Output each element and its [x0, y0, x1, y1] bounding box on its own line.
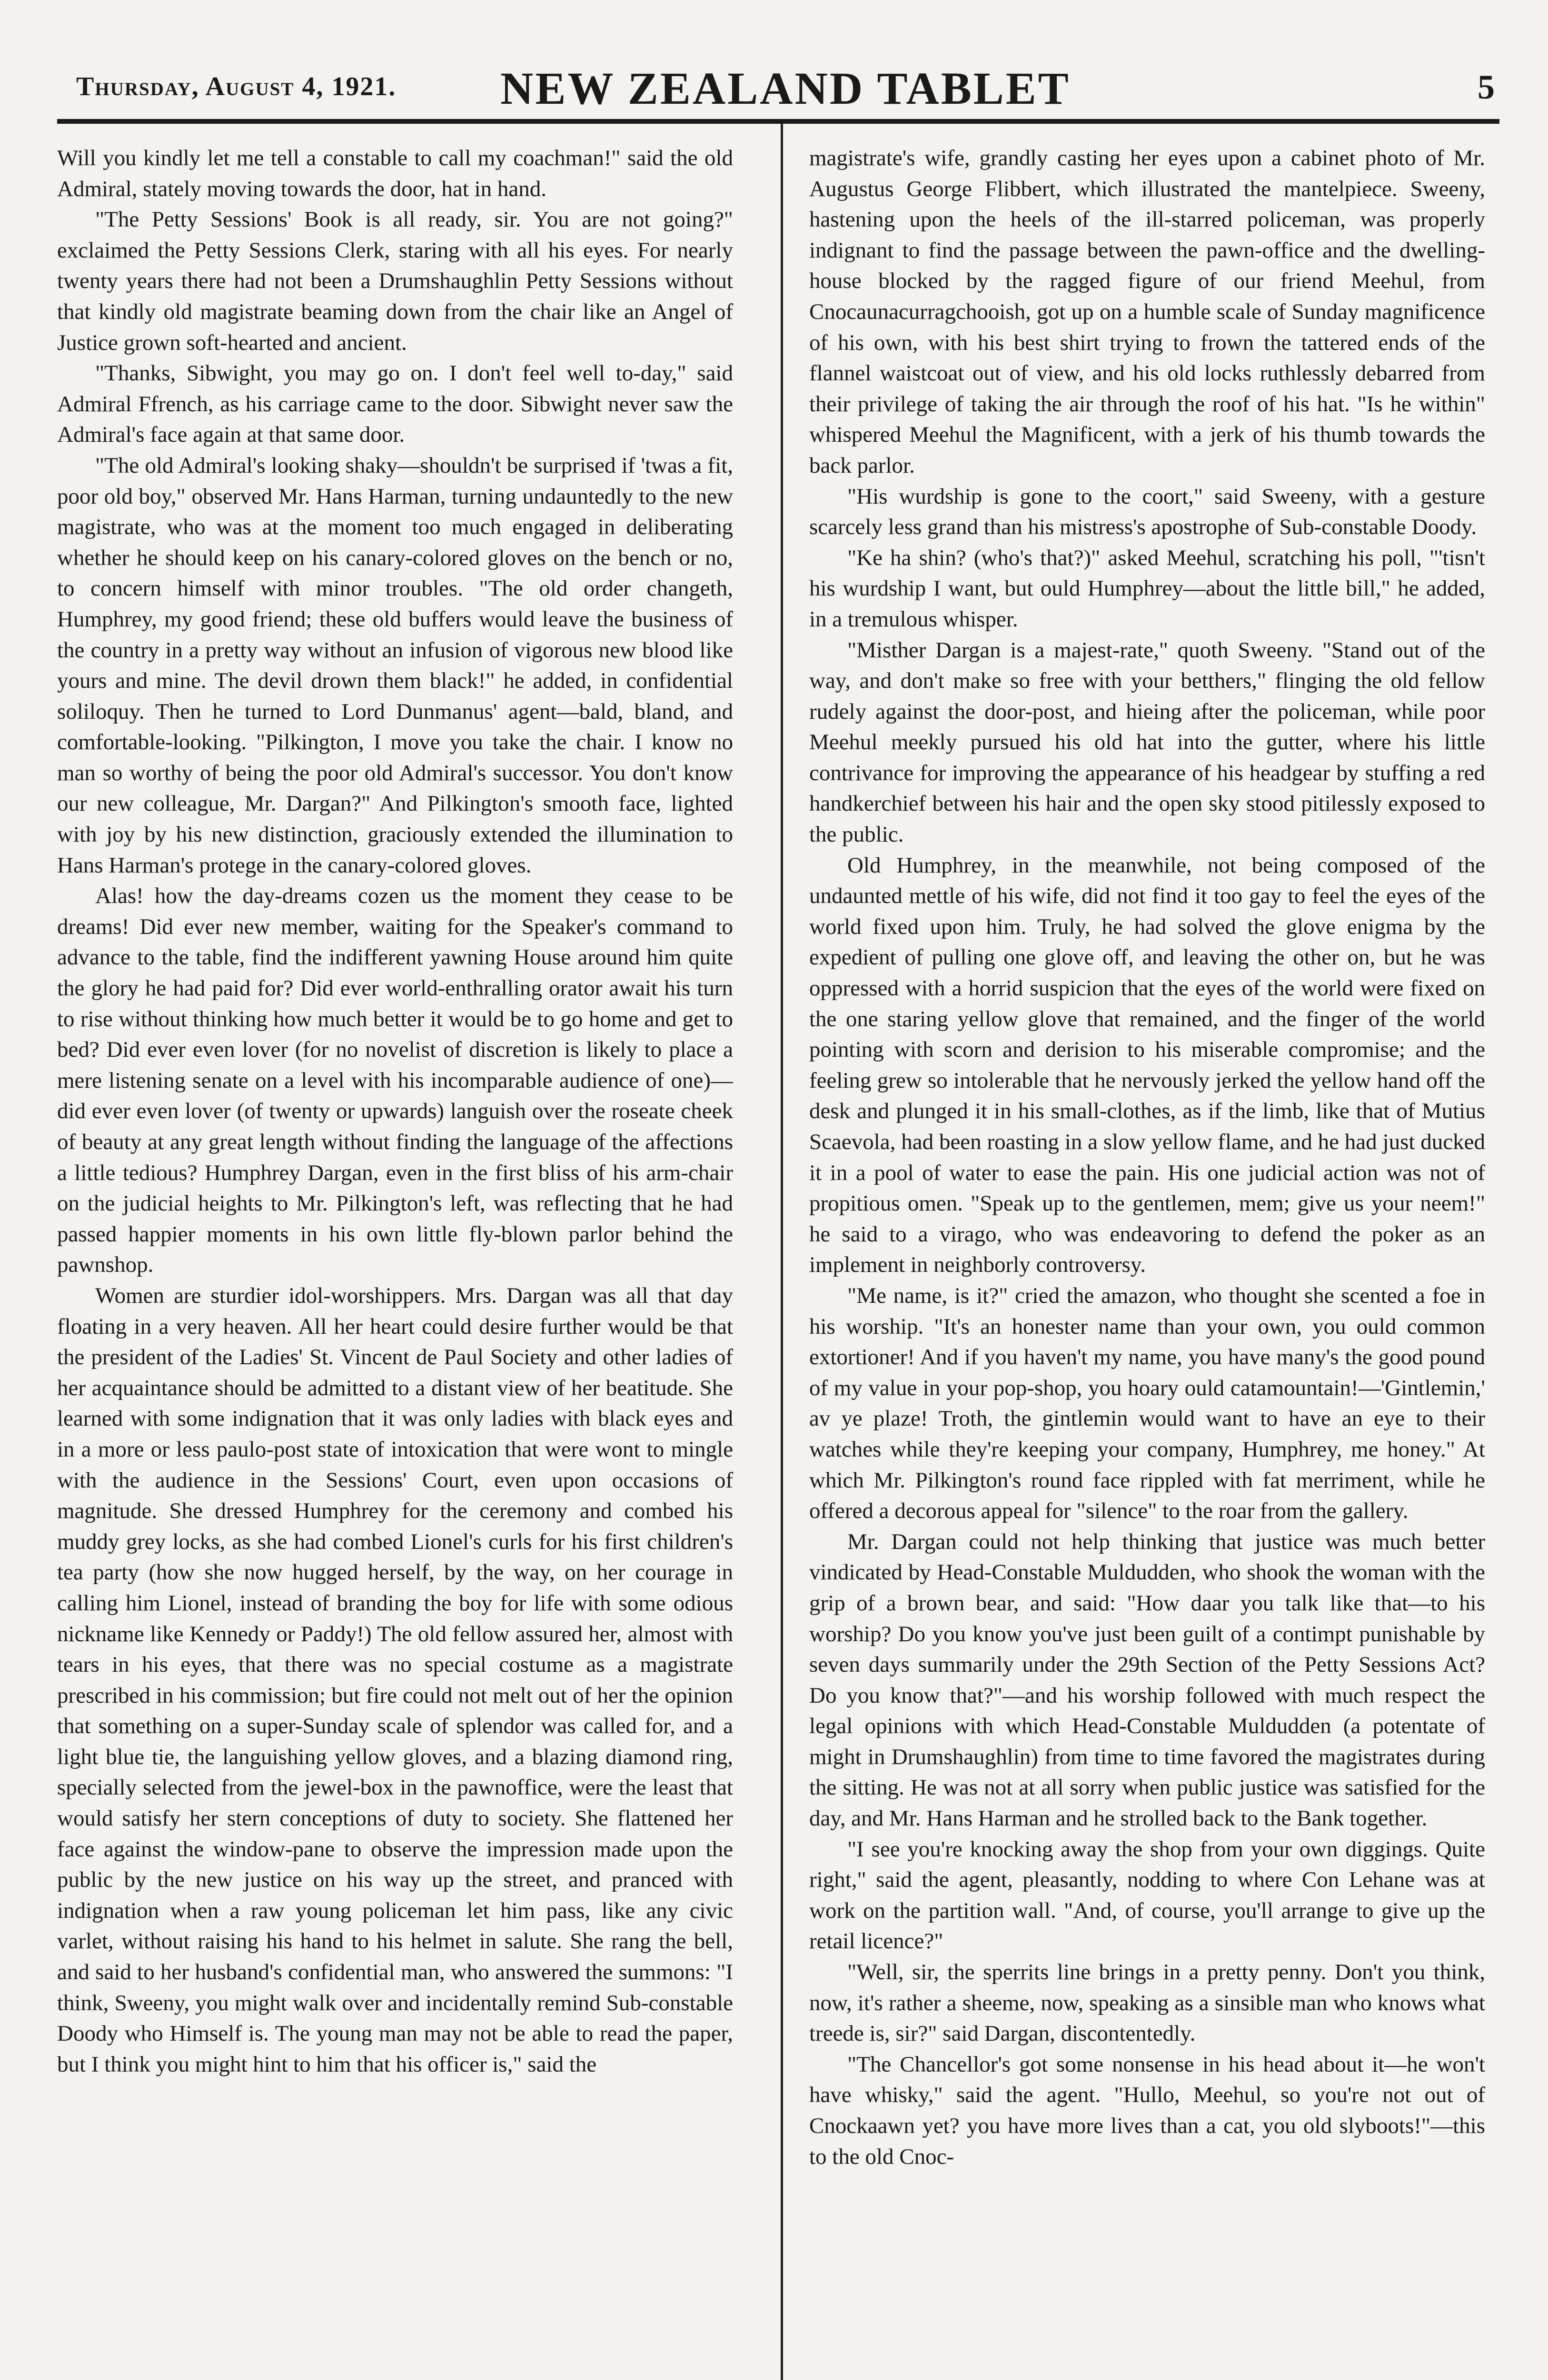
paragraph: "The Chancellor's got some nonsense in his head about it—he won't have whisky," said the agent. "Hullo, Meehul, so you're not out of Cnockaawn yet? you have more lives than a cat, you old slyboots!"—this to the old Cnoc- [809, 2052, 1485, 2169]
paragraph: "The Petty Sessions' Book is all ready, sir. You are not going?" exclaimed the Petty Sessions Clerk, staring with all his eyes. For nearly twenty years there had not been a Drumshaughlin Petty Sessions without that kindly old magistrate beaming down from the chair like an Angel of Justice grown soft-hearted and ancient. [57, 207, 733, 355]
paragraph: "Ke ha shin? (who's that?)" asked Meehul, scratching his poll, "'tisn't his wurdship I want, but ould Humphrey—about the little bill," he added, in a tremulous whisper. [809, 545, 1485, 632]
paragraph: "Misther Dargan is a majest-rate," quoth Sweeny. "Stand out of the way, and don't make so free with your betthers," flinging the old fellow rudely against the door-post, and hieing after the policeman, while poor Meehul meekly pursued his old hat into the gutter, where his little contrivance for improving the appearance of his headgear by stuffing a red handkerchief between his hair and the open sky stood pitilessly exposed to the public. [809, 637, 1485, 847]
paragraph: "Thanks, Sibwight, you may go on. I don't feel well to-day," said Admiral Ffrench, as his carriage came to the door. Sibwight never saw the Admiral's face again at that same door. [57, 361, 733, 447]
paragraph: "The old Admiral's looking shaky—shouldn't be surprised if 'twas a fit, poor old boy," observed Mr. Hans Harman, turning undauntedly to the new magistrate, who was at the moment too much engaged in deliberating whether he should keep on his canary-colored gloves on the bench or no, to concern himself with minor troubles. "The old order changeth, Humphrey, my good friend; these old buffers would leave the business of the country in a pretty way without an infusion of vigorous new blood like yours and mine. The devil drown them black!" he added, in confidential soliloquy. Then he turned to Lord Dunmanus' agent—bald, bland, and comfortable-looking. "Pilkington, I move you take the chair. I know no man so worthy of being the poor old Admiral's successor. You don't know our new colleague, Mr. Dargan?" And Pilkington's smooth face, lighted with joy by his new distinction, graciously extended the illumination to Hans Harman's protege in the canary-colored gloves. [57, 453, 733, 878]
paragraph: "I see you're knocking away the shop from your own diggings. Quite right," said the agent, pleasantly, nodding to where Con Lehane was at work on the partition wall. "And, of course, you'll arrange to give up the retail licence?" [809, 1836, 1485, 1954]
issue-date: Thursday, August 4, 1921. [76, 72, 397, 101]
paragraph: Will you kindly let me tell a constable to call my coachman!" said the old Admiral, stately moving towards the door, hat in hand. [57, 146, 733, 201]
left-column [57, 143, 733, 2380]
paragraph: "Well, sir, the sperrits line brings in a pretty penny. Don't you think, now, it's rather a sheeme, now, speaking as a sinsible man who knows what treede is, sir?" said Dargan, discontentedly. [809, 1960, 1485, 2046]
paragraph: "Me name, is it?" cried the amazon, who thought she scented a foe in his worship. "It's an honester name than your own, you ould common extortioner! And if you haven't my name, you have many's the good pound of my value in your pop-shop, you hoary ould catamountain!—'Gintlemin,' av ye plaze! Troth, the gintlemin would want to have an eye to their watches while they're keeping your company, Humphrey, me honey." At which Mr. Pilkington's round face rippled with fat merriment, while he offered a decorous appeal for "silence" to the roar from the gallery. [809, 1283, 1485, 1524]
header-rule [57, 119, 1499, 124]
page-header [76, 57, 1495, 119]
paragraph: Mr. Dargan could not help thinking that justice was much better vindicated by Head-Constable Muldudden, who shook the woman with the grip of a brown bear, and said: "How daar you talk like that—to his worship? Do you know you've just been guilt of a contimpt punishable by seven days summarily under the 29th Section of the Petty Sessions Act? Do you know that?"—and his worship followed with much respect the legal opinions with which Head-Constable Muldudden (a potentate of might in Drumshaughlin) from time to time favored the magistrates during the sitting. He was not at all sorry when public justice was satisfied for the day, and Mr. Hans Harman and he strolled back to the Bank together. [809, 1529, 1485, 1831]
column-divider [781, 124, 783, 2380]
paragraph: Women are sturdier idol-worshippers. Mrs. Dargan was all that day floating in a very heaven. All her heart could desire further would be that the president of the Ladies' St. Vincent de Paul Society and other ladies of her acquaintance should be admitted to a distant view of her beatitude. She learned with some indignation that it was only ladies with black eyes and in a more or less paulo-post state of intoxication that were wont to mingle with the audience in the Sessions' Court, even upon occasions of magnitude. She dressed Humphrey for the ceremony and combed his muddy grey locks, as she had combed Lionel's curls for his first children's tea party (how she now hugged herself, by the way, on her courage in calling him Lionel, instead of branding the boy for life with some odious nickname like Kennedy or Paddy!) The old fellow assured her, almost with tears in his eyes, that there was no special costume as a magistrate prescribed in his commission; but fire could not melt out of her the opinion that something on a super-Sunday scale of splendor was called for, and a light blue tie, the languishing yellow gloves, and a blazing diamond ring, specially selected from the jewel-box in the pawnoffice, were the least that would satisfy her stern conceptions of duty to society. She flattened her face against the window-pane to observe the impression made upon the public by the new justice on his way up the street, and pranced with indignation when a raw young policeman let him pass, like any civic varlet, without raising his hand to his helmet in salute. She rang the bell, and said to her husband's confidential man, who answered the summons: "I think, Sweeny, you might walk over and incidentally remind Sub-constable Doody who Himself is. The young man may not be able to read the paper, but I think you might hint to him that his officer is," said the [57, 1283, 733, 2077]
right-column [809, 143, 1485, 2380]
page-number: 5 [1478, 68, 1495, 106]
paragraph: magistrate's wife, grandly casting her eyes upon a cabinet photo of Mr. Augustus George Flibbert, which illustrated the mantelpiece. Sweeny, hastening upon the heels of the ill-starred policeman, was properly indignant to find the passage between the pawn-office and the dwelling-house blocked by the ragged figure of our friend Meehul, from Cnocaunacurragchooish, got up on a humble scale of Sunday magnificence of his own, with his best shirt trying to frown the tattered ends of the flannel waistcoat out of view, and his old locks ruthlessly debarred from their privilege of taking the air through the roof of his hat. "Is he within" whispered Meehul the Magnificent, with a jerk of his thumb towards the back parlor. [809, 146, 1485, 478]
paragraph: Old Humphrey, in the meanwhile, not being composed of the undaunted mettle of his wife, did not find it too gay to feel the eyes of the world fixed upon him. Truly, he had solved the glove enigma by the expedient of pulling one glove off, and leaving the other on, but he was oppressed with a horrid suspicion that the eyes of the world were fixed on the one staring yellow glove that remained, and the finger of the world pointing with scorn and derision to his miserable compromise; and the feeling grew so intolerable that he nervously jerked the yellow hand off the desk and plunged it in his small-clothes, as if the limb, like that of Mutius Scaevola, had been roasting in a slow yellow flame, and he had just ducked it in a pool of water to ease the pain. His one judicial action was not of propitious omen. "Speak up to the gentlemen, mem; give us your neem!" he said to a virago, who was endeavoring to defend the poker as an implement in neighborly controversy. [809, 853, 1485, 1278]
paragraph: "His wurdship is gone to the coort," said Sweeny, with a gesture scarcely less grand than his mistress's apostrophe of Sub-constable Doody. [809, 484, 1485, 540]
paragraph: Alas! how the day-dreams cozen us the moment they cease to be dreams! Did ever new member, waiting for the Speaker's command to advance to the table, find the indifferent yawning House around him quite the glory he had paid for? Did ever world-enthralling orator await his turn to rise without thinking how much better it would be to go home and get to bed? Did ever even lover (for no novelist of discretion is likely to place a mere listening senate on a level with his incomparable audience of one)—did ever even lover (of twenty or upwards) languish over the roseate cheek of beauty at any great length without finding the language of the affections a little tedious? Humphrey Dargan, even in the first bliss of his arm-chair on the judicial heights to Mr. Pilkington's left, was reflecting that he had passed happier moments in his own little fly-blown parlor behind the pawnshop. [57, 883, 733, 1278]
publication-title: NEW ZEALAND TABLET [500, 63, 1071, 114]
